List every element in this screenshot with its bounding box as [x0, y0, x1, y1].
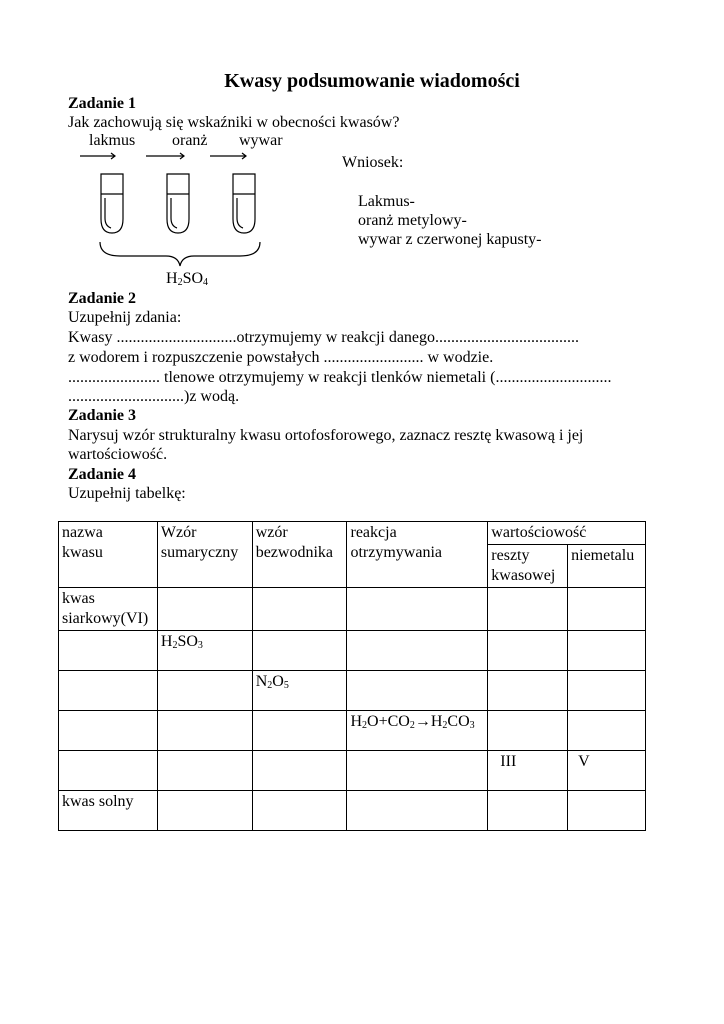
cell-acid-name: kwas solny — [59, 791, 158, 831]
cell-formula[interactable] — [157, 711, 252, 751]
indicator-label-orange: oranż — [172, 132, 208, 149]
cell-formula: $H_2SO_3$ — [157, 631, 252, 671]
indicator-label-extract: wywar — [239, 132, 283, 149]
task2-heading: Zadanie 2 — [68, 290, 137, 307]
cell-residue[interactable] — [488, 711, 568, 751]
task2-line-3: ....................... tlenowe otrzymujemy w reakcji tlenków niemetali (............................. — [68, 369, 612, 386]
header-acid-name: nazwa kwasu — [59, 522, 158, 588]
task3-line-2: wartościowość. — [68, 446, 168, 463]
cell-reaction: $H_2O+CO_2\to H_2CO_3$ — [347, 711, 488, 751]
cell-acid-name[interactable] — [59, 711, 158, 751]
cell-reaction[interactable] — [347, 671, 488, 711]
cell-nonmetal: V — [568, 751, 646, 791]
header-formula: Wzór sumaryczny — [157, 522, 252, 588]
cell-anhydride[interactable] — [252, 588, 347, 631]
task4-instruction: Uzupełnij tabelkę: — [68, 485, 186, 502]
cell-acid-name[interactable] — [59, 671, 158, 711]
brace-icon — [100, 242, 260, 266]
table-row — [59, 711, 646, 751]
header-valence: wartościowość — [488, 522, 646, 545]
task3-line-1: Narysuj wzór strukturalny kwasu ortofosforowego, zaznacz resztę kwasową i jej — [68, 427, 584, 444]
cell-anhydride[interactable] — [252, 631, 347, 671]
test-tube-icon — [101, 174, 123, 233]
task3-heading: Zadanie 3 — [68, 407, 137, 424]
cell-reaction[interactable] — [347, 791, 488, 831]
task1-heading: Zadanie 1 — [68, 95, 137, 112]
header-nonmetal: niemetalu — [568, 545, 646, 588]
table-row — [59, 631, 646, 671]
cell-anhydride: $N_2O_5$ — [252, 671, 347, 711]
cell-residue[interactable] — [488, 671, 568, 711]
cell-nonmetal[interactable] — [568, 671, 646, 711]
conclusion-label: Wniosek: — [342, 154, 404, 171]
conclusion-litmus: Lakmus- — [358, 193, 415, 210]
header-reaction: reakcja otrzymywania — [347, 522, 488, 588]
task1-question: Jak zachowują się wskaźniki w obecności kwasów? — [68, 114, 400, 131]
arrow-icon — [210, 153, 246, 159]
acid-formula: $H_2SO_4$ — [166, 270, 209, 288]
page-title: Kwasy podsumowanie wiadomości — [224, 70, 520, 92]
cell-nonmetal[interactable] — [568, 588, 646, 631]
cell-reaction[interactable] — [347, 751, 488, 791]
table-row — [59, 791, 646, 831]
cell-acid-name[interactable] — [59, 751, 158, 791]
task2-line-2: z wodorem i rozpuszczenie powstałych ......................... w wodzie. — [68, 349, 494, 366]
cell-anhydride[interactable] — [252, 751, 347, 791]
cell-formula[interactable] — [157, 751, 252, 791]
task2-line-4: .............................)z wodą. — [68, 388, 240, 405]
header-anhydride: wzór bezwodnika — [252, 522, 347, 588]
test-tube-icon — [167, 174, 189, 233]
cell-nonmetal[interactable] — [568, 631, 646, 671]
table-row — [59, 671, 646, 711]
cell-formula[interactable] — [157, 588, 252, 631]
table-header-row — [59, 522, 646, 545]
cell-reaction[interactable] — [347, 631, 488, 671]
arrow-icon — [80, 153, 115, 159]
cell-acid-name[interactable] — [59, 631, 158, 671]
task2-instruction: Uzupełnij zdania: — [68, 309, 182, 326]
cell-nonmetal[interactable] — [568, 791, 646, 831]
conclusion-orange: oranż metylowy- — [358, 212, 467, 229]
indicator-label-litmus: lakmus — [89, 132, 136, 149]
table-row — [59, 588, 646, 631]
task2-line-1: Kwasy ..............................otrzymujemy w reakcji danego.................................... — [68, 329, 580, 346]
cell-residue[interactable] — [488, 588, 568, 631]
cell-residue: III — [488, 751, 568, 791]
cell-residue[interactable] — [488, 791, 568, 831]
test-tube-icon — [233, 174, 255, 233]
cell-reaction[interactable] — [347, 588, 488, 631]
table-row — [59, 751, 646, 791]
cell-nonmetal[interactable] — [568, 711, 646, 751]
cell-anhydride[interactable] — [252, 711, 347, 751]
cell-acid-name: kwas siarkowy(VI) — [59, 588, 158, 631]
cell-formula[interactable] — [157, 671, 252, 711]
cell-formula[interactable] — [157, 791, 252, 831]
task4-heading: Zadanie 4 — [68, 466, 137, 483]
arrow-icon — [146, 153, 184, 159]
cell-anhydride[interactable] — [252, 791, 347, 831]
header-residue: reszty kwasowej — [488, 545, 568, 588]
test-tubes-diagram — [60, 150, 280, 270]
acids-table — [58, 521, 646, 831]
conclusion-extract: wywar z czerwonej kapusty- — [358, 231, 542, 248]
cell-residue[interactable] — [488, 631, 568, 671]
